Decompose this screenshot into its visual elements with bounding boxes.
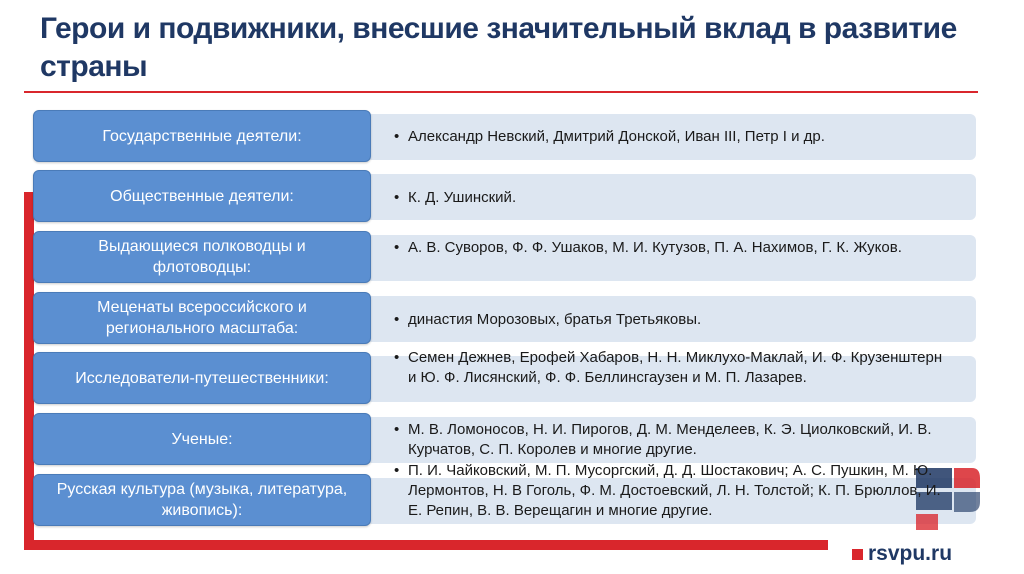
value-text: М. В. Ломоносов, Н. И. Пирогов, Д. М. Менделеев, К. Э. Циолковский, И. В. Курчатов, С. П. Королев и многие другие. xyxy=(408,421,932,458)
value-scientists xyxy=(394,420,954,460)
category-state-figures: Государственные деятели: xyxy=(33,110,371,162)
value-text: династия Морозовых, братья Третьяковы. xyxy=(408,311,702,328)
logo-block-red xyxy=(954,468,980,488)
value-explorers xyxy=(394,348,954,388)
footer-brand xyxy=(852,542,952,566)
bullet: • xyxy=(394,462,400,479)
value-text: Александр Невский, Дмитрий Донской, Иван III, Петр I и др. xyxy=(408,128,825,145)
value-state-figures xyxy=(394,127,954,147)
value-text: А. В. Суворов, Ф. Ф. Ушаков, М. И. Кутузов, П. А. Нахимов, Г. К. Жуков. xyxy=(408,239,902,256)
value-commanders xyxy=(394,238,954,258)
brand-square-icon xyxy=(852,549,863,560)
value-patrons xyxy=(394,310,954,330)
value-text: Семен Дежнев, Ерофей Хабаров, Н. Н. Миклухо-Маклай, И. Ф. Крузенштерн и Ю. Ф. Лисянский, Ф. Ф. Беллинсгаузен и М. П. Лазарев. xyxy=(408,349,943,386)
bullet: • xyxy=(394,128,400,145)
category-explorers: Исследователи-путешественники: xyxy=(33,352,371,404)
value-culture xyxy=(394,461,954,521)
category-scientists: Ученые: xyxy=(33,413,371,465)
category-public-figures: Общественные деятели: xyxy=(33,170,371,222)
page-title: Герои и подвижники, внесшие значительный вклад в развитие страны xyxy=(40,12,957,83)
title-underline xyxy=(24,91,978,93)
brand-url[interactable]: rsvpu.ru xyxy=(868,542,953,565)
value-text: К. Д. Ушинский. xyxy=(408,189,517,206)
bullet: • xyxy=(394,349,400,366)
bullet: • xyxy=(394,421,400,438)
value-public-figures xyxy=(394,188,954,208)
category-commanders: Выдающиеся полководцы и флотоводцы: xyxy=(33,231,371,283)
bullet: • xyxy=(394,311,400,328)
logo-block-blue-3 xyxy=(954,492,980,512)
value-text: П. И. Чайковский, М. П. Мусоргский, Д. Д. Шостакович; А. С. Пушкин, М. Ю. Лермонтов, Н. В Гоголь, Ф. М. Достоевский, Л. Н. Толстой; К. П. Брюллов, И. Е. Репин, В. В. Верещагин и многие другие. xyxy=(408,462,941,519)
category-culture: Русская культура (музыка, литература, живопись): xyxy=(33,474,371,526)
bullet: • xyxy=(394,189,400,206)
category-patrons: Меценаты всероссийского и регионального масштаба: xyxy=(33,292,371,344)
bullet: • xyxy=(394,239,400,256)
